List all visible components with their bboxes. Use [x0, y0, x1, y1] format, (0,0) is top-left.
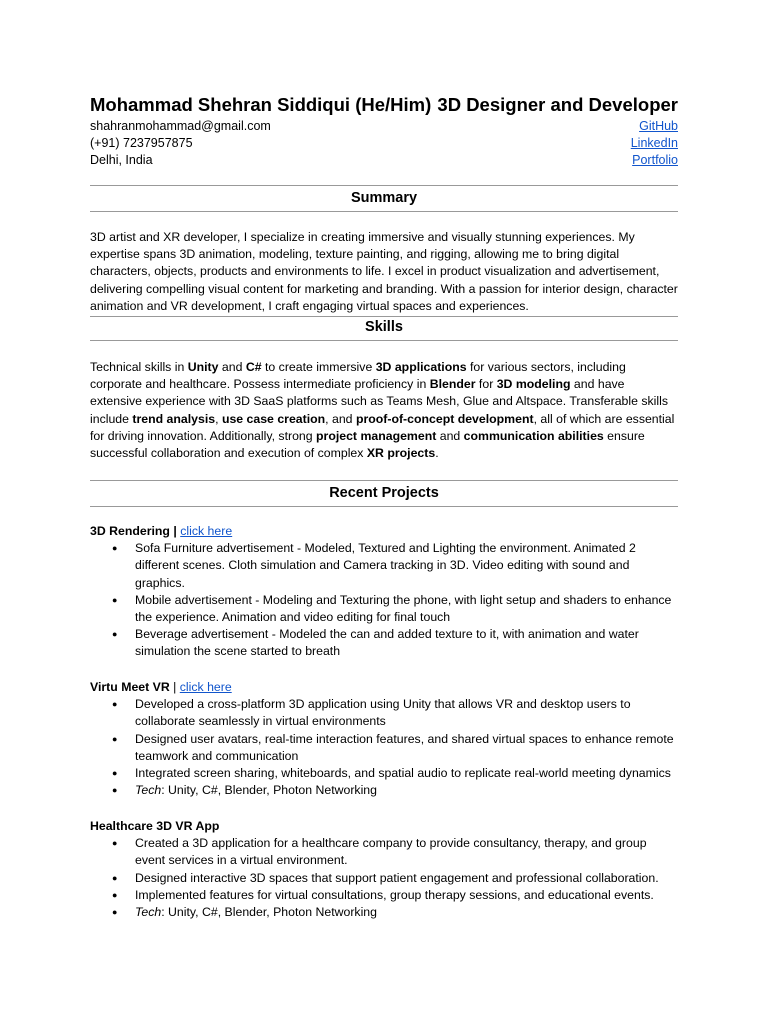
project-name: Healthcare 3D VR App: [90, 819, 220, 833]
skill-keyword: project management: [316, 428, 437, 443]
skill-text: .: [435, 446, 439, 461]
skill-keyword: XR projects: [366, 446, 436, 461]
project-bullets: [90, 696, 678, 799]
email: shahranmohammad@gmail.com: [90, 119, 271, 133]
tech-stack: : Unity, C#, Blender, Photon Networking: [161, 905, 377, 920]
list-item: ● Designed user avatars, real-time interaction features, and shared virtual spaces to enhance remote teamwork and communication: [90, 731, 678, 765]
divider: [90, 506, 678, 507]
skills-heading: Skills: [365, 319, 403, 335]
tech-label: Tech: [135, 905, 162, 920]
summary-text: [90, 229, 678, 315]
divider: [90, 340, 678, 341]
skill-keyword: Blender: [429, 377, 476, 392]
list-item: ● Implemented features for virtual consultations, group therapy sessions, and educational events.: [90, 887, 678, 904]
skill-text: to create immersive: [261, 360, 376, 374]
list-item: ● Mobile advertisement - Modeling and Texturing the phone, with light setup and shaders to enhance the experience. Animation and video editing for final touch: [90, 592, 678, 626]
project-name: 3D Rendering: [90, 524, 170, 538]
phone: (+91) 7237957875: [90, 136, 193, 150]
project-bullets: [90, 540, 678, 660]
project-heading: [90, 818, 678, 835]
list-item: ● Sofa Furniture advertisement - Modeled, Textured and Lighting the environment. Animated 2 different scenes. Cloth simulation and Camera tracking in 3D. Video editing with sound and graphics.: [90, 540, 678, 592]
project-healthcare-vr: [90, 818, 678, 921]
linkedin-link[interactable]: LinkedIn: [630, 136, 678, 150]
list-item: ● Integrated screen sharing, whiteboards, and spatial audio to replicate real-world meeting dynamics: [90, 765, 678, 782]
skill-text: and: [218, 360, 246, 374]
separator: |: [169, 524, 181, 538]
divider: [90, 211, 678, 212]
summary-paragraph: 3D artist and XR developer, I specialize in creating immersive and visually stunning experiences. My expertise spans 3D animation, modeling, texture painting, and rigging, allowing me to bring digital characters, objects, products and environments to life. I excel in product visualization and advertisement, delivering compelling visual content for marketing and branding. With a passion for interior design, character animation and VR development, I craft engaging virtual spaces and experiences.: [90, 230, 678, 313]
github-link[interactable]: GitHub: [639, 119, 678, 133]
summary-heading: Summary: [350, 190, 418, 206]
skill-keyword: trend analysis: [132, 411, 216, 426]
skill-text: Technical skills in: [90, 360, 188, 374]
project-heading: [90, 679, 678, 696]
skill-keyword: 3D modeling: [496, 377, 571, 392]
project-link[interactable]: click here: [179, 680, 232, 694]
project-3d-rendering: [90, 523, 678, 661]
skill-text: and: [436, 428, 464, 443]
list-item: ● Designed interactive 3D spaces that support patient engagement and professional collaboration.: [90, 870, 678, 887]
divider: [90, 185, 678, 186]
skills-paragraph: [90, 359, 678, 462]
location: Delhi, India: [90, 153, 153, 167]
portfolio-link[interactable]: Portfolio: [632, 153, 678, 167]
skill-text: ,: [215, 411, 222, 426]
skill-text: for: [475, 377, 497, 392]
skill-text: for various sectors, including corporate and healthcare. Possess intermediate proficiency in: [90, 360, 626, 392]
job-title: 3D Designer and Developer: [437, 94, 678, 115]
list-item: ● Created a 3D application for a healthcare company to provide consultancy, therapy, and group event services in a virtual environment.: [90, 835, 678, 869]
skill-text: and have extensive experience with 3D SaaS platforms such as Teams Mesh, Glue and Altspace. Transferable skills include: [90, 377, 669, 426]
skills-text: [90, 359, 678, 462]
skill-text: , all of which are essential for driving innovation. Additionally, strong: [90, 411, 675, 443]
project-link[interactable]: click here: [180, 524, 233, 538]
skill-keyword: Unity: [187, 360, 219, 374]
tech-label: Tech: [135, 783, 162, 798]
tech-stack: : Unity, C#, Blender, Photon Networking: [161, 783, 377, 798]
list-item-tech: [90, 904, 678, 921]
project-bullets: [90, 835, 678, 921]
list-item: ● Beverage advertisement - Modeled the can and added texture to it, with animation and water simulation the scene started to breath: [90, 626, 678, 660]
skill-keyword: C#: [245, 360, 262, 374]
skill-text: , and: [325, 411, 356, 426]
project-name: Virtu Meet VR: [90, 680, 170, 694]
projects-heading: Recent Projects: [329, 485, 439, 501]
candidate-name: Mohammad Shehran Siddiqui (He/Him): [90, 94, 432, 115]
skill-keyword: use case creation: [221, 411, 326, 426]
project-virtu-meet-vr: [90, 679, 678, 799]
divider: [90, 480, 678, 481]
skill-text: ensure successful collaboration and execution of complex: [90, 428, 645, 461]
skill-keyword: proof-of-concept development: [355, 411, 534, 426]
divider: [90, 316, 678, 317]
skill-keyword: 3D applications: [375, 360, 467, 374]
skill-keyword: communication abilities: [463, 428, 604, 443]
separator: |: [169, 680, 180, 694]
project-heading: [90, 523, 678, 540]
list-item-tech: [90, 782, 678, 799]
list-item: ● Developed a cross-platform 3D application using Unity that allows VR and desktop users to collaborate seamlessly in virtual environments: [90, 696, 678, 730]
